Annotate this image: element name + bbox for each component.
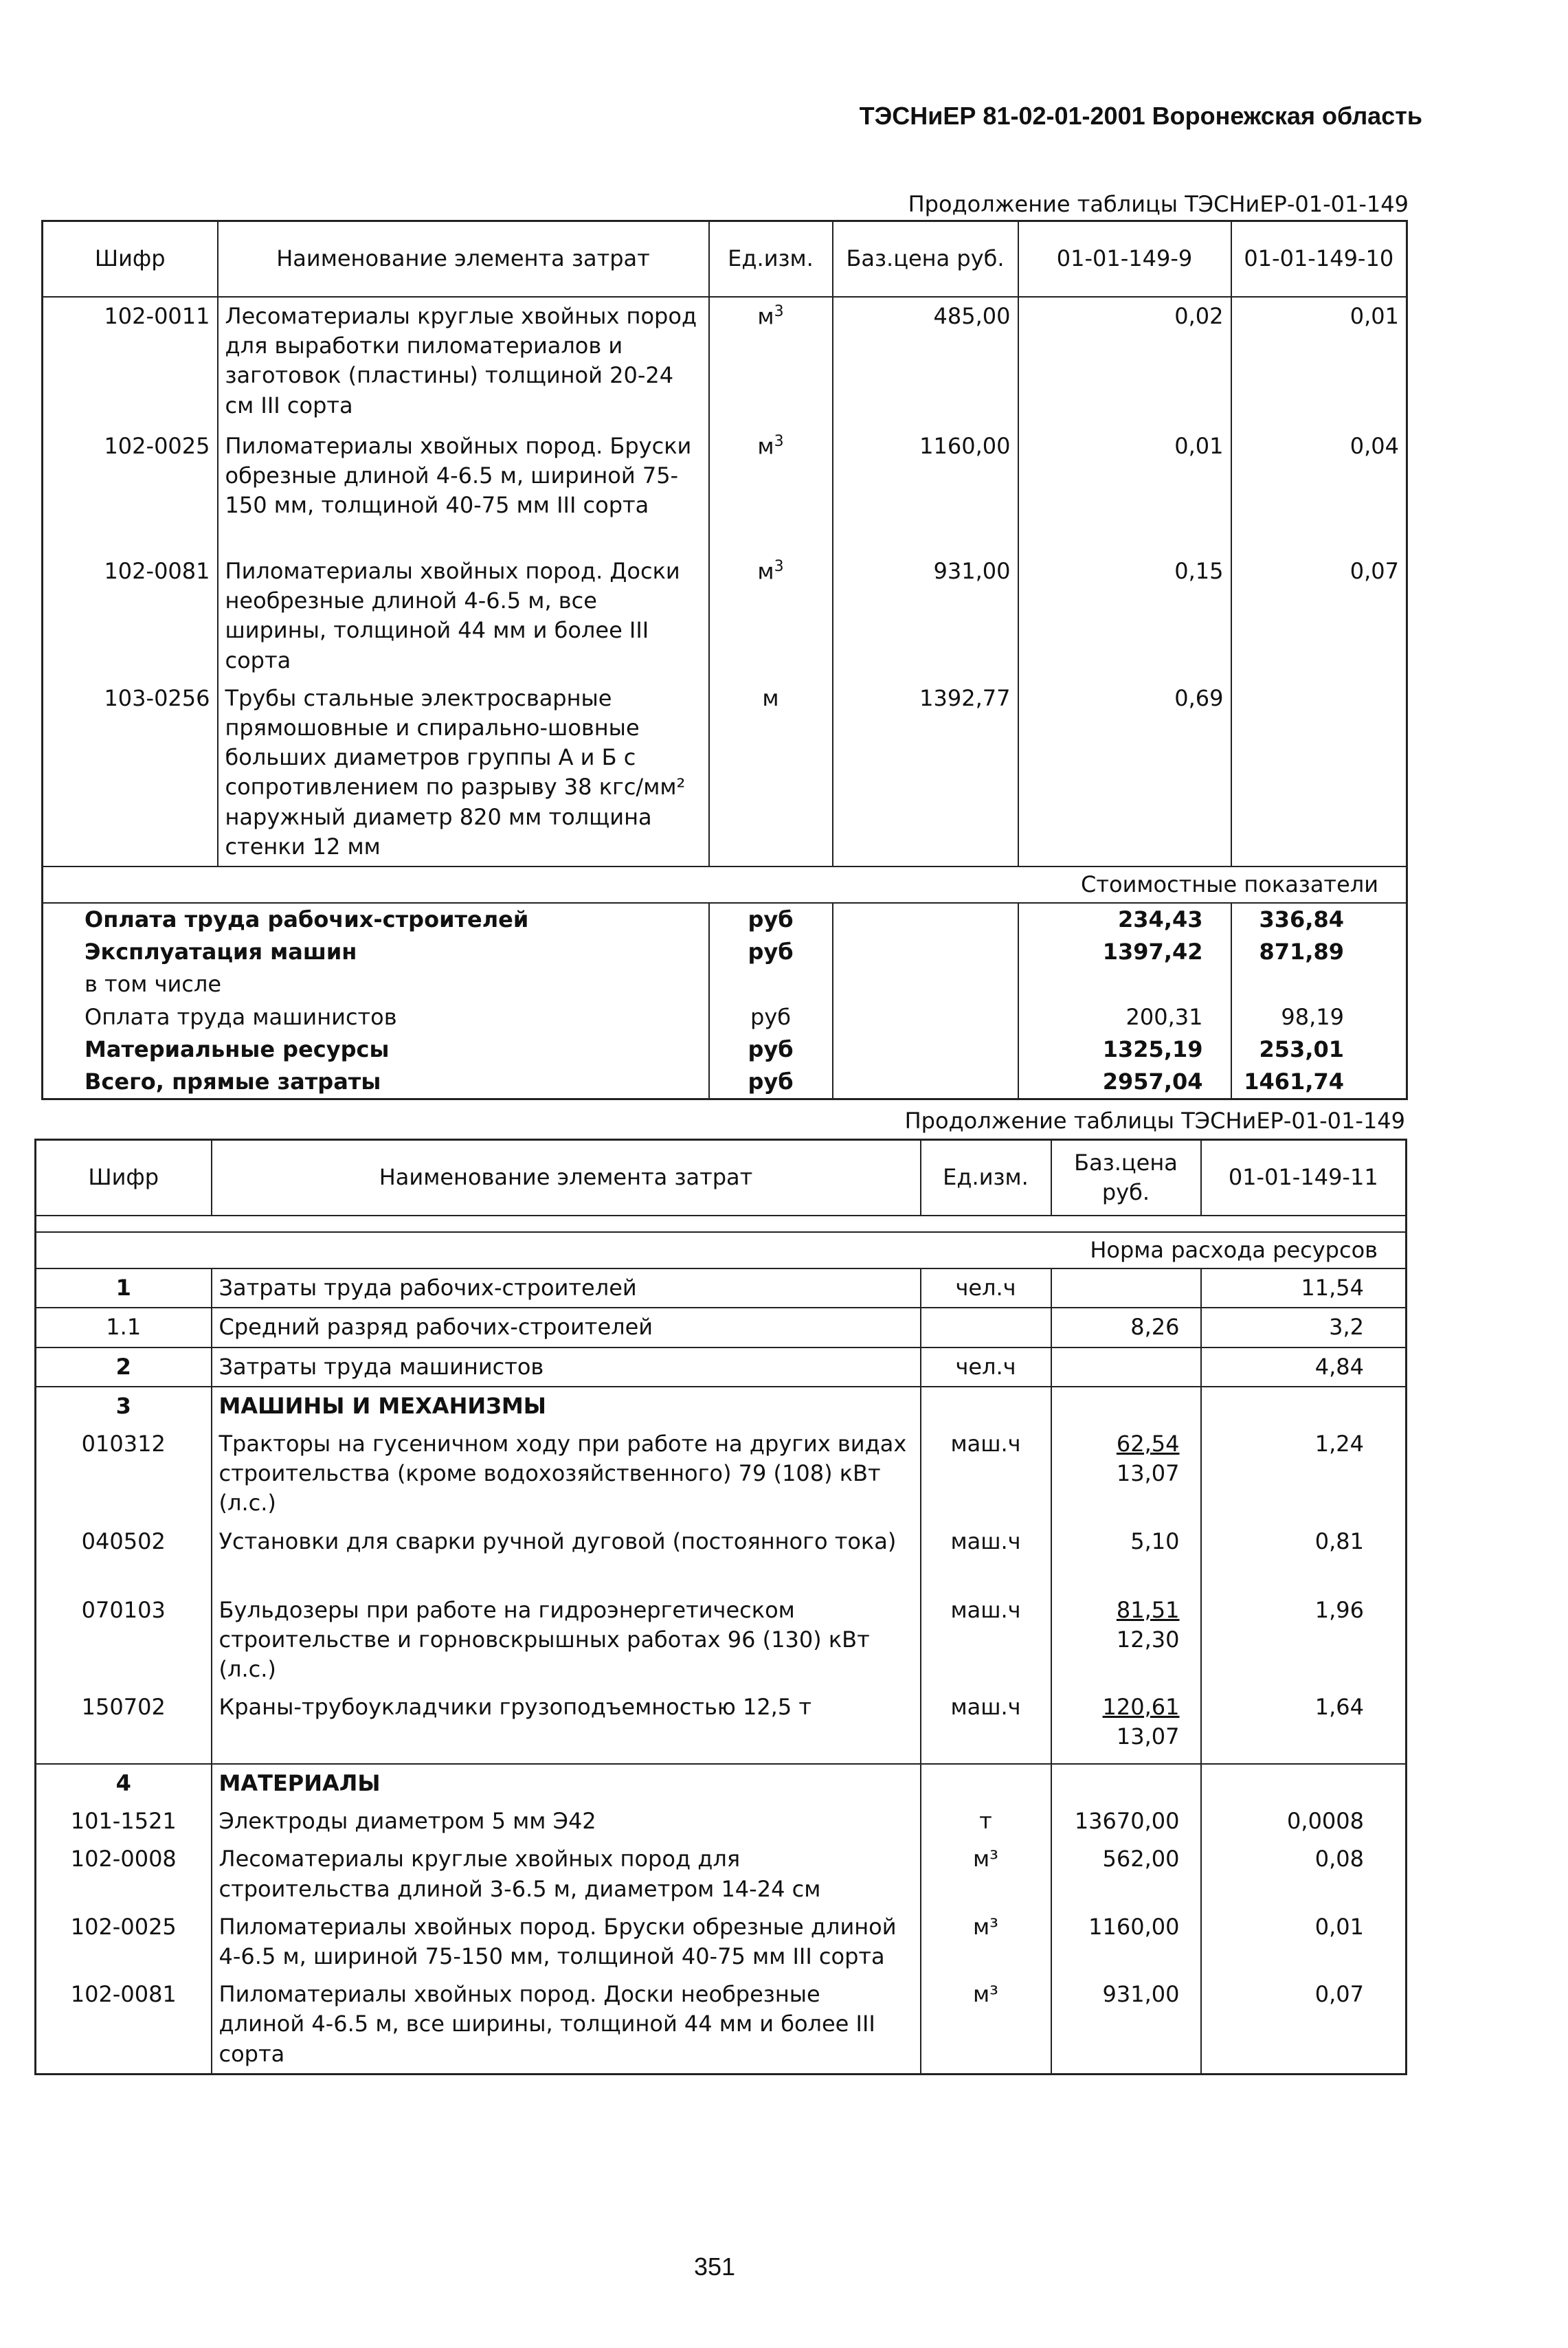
table-row xyxy=(36,1591,1407,1689)
row-name: Лесоматериалы круглые хвойных пород для выработки пиломатериалов и заготовок (пластины) толщиной 20-24 см III сорта xyxy=(218,297,709,427)
table1-col-price: Баз.цена руб. xyxy=(833,221,1018,298)
row-unit: маш.ч xyxy=(921,1425,1051,1523)
cost-value-149-9: 1397,42 xyxy=(1018,936,1231,968)
row-price xyxy=(1051,1308,1201,1347)
row-name: Установки для сварки ручной дуговой (постоянного тока) xyxy=(212,1523,921,1591)
row-price xyxy=(1051,1348,1201,1387)
table2-col-name: Наименование элемента затрат xyxy=(212,1140,921,1216)
table2-col-149-11: 01-01-149-11 xyxy=(1201,1140,1407,1216)
row-unit: чел.ч xyxy=(921,1348,1051,1387)
row-code: 4 xyxy=(36,1764,212,1802)
table-row xyxy=(36,1976,1407,2074)
cost-unit: руб xyxy=(709,1033,833,1066)
table2-col-unit: Ед.изм. xyxy=(921,1140,1051,1216)
row-value-149-9: 0,15 xyxy=(1018,552,1231,680)
cost-empty xyxy=(833,903,1018,936)
row-code: 070103 xyxy=(81,1596,166,1623)
row-code: 102-0008 xyxy=(70,1846,177,1872)
price-machinist-value: 13,07 xyxy=(1116,1460,1180,1487)
cost-empty xyxy=(833,968,1018,1000)
table-row xyxy=(43,680,1407,866)
row-code: 2 xyxy=(36,1348,212,1387)
norm-section-header xyxy=(36,1232,1407,1268)
row-code: 101-1521 xyxy=(70,1808,177,1835)
cost-row xyxy=(43,903,1407,936)
unit-superscript: 3 xyxy=(774,303,784,320)
table1 xyxy=(41,220,1408,1100)
row-name: Пиломатериалы хвойных пород. Бруски обрезные длиной 4-6.5 м, шириной 75-150 мм, толщиной 40-75 мм III сорта xyxy=(212,1908,921,1976)
row-code: 102-0081 xyxy=(70,1981,177,2008)
cost-value-149-10: 336,84 xyxy=(1231,903,1407,936)
cost-value-149-10: 1461,74 xyxy=(1231,1066,1407,1099)
price-machinist-value: 12,30 xyxy=(1116,1626,1180,1653)
price-value: 120,61 xyxy=(1102,1694,1180,1721)
table-row xyxy=(36,1308,1407,1347)
row-value-149-11: 11,54 xyxy=(1201,1268,1407,1308)
row-code: 102-0025 xyxy=(104,433,210,459)
price-value: 931,00 xyxy=(1102,1981,1180,2008)
unit-text: м xyxy=(757,433,774,460)
unit-text: м xyxy=(762,684,779,711)
row-value-149-11: 0,0008 xyxy=(1201,1802,1407,1840)
document-header: ТЭСНиЕР 81-02-01-2001 Воронежская область xyxy=(859,102,1422,130)
price-value: 562,00 xyxy=(1102,1846,1180,1872)
table1-col-name: Наименование элемента затрат xyxy=(218,221,709,298)
row-unit: маш.ч xyxy=(921,1523,1051,1591)
row-code: 1.1 xyxy=(36,1308,212,1347)
cost-value-149-9: 2957,04 xyxy=(1018,1066,1231,1099)
row-name: Бульдозеры при работе на гидроэнергетическом строительстве и горновскрышных работах 96 (130) кВт (л.с.) xyxy=(212,1591,921,1689)
row-price xyxy=(1051,1425,1201,1523)
row-value-149-11: 0,08 xyxy=(1201,1840,1407,1908)
row-name: Пиломатериалы хвойных пород. Бруски обрезные длиной 4-6.5 м, шириной 75-150 мм, толщиной 40-75 мм III сорта xyxy=(218,427,709,552)
cost-empty xyxy=(833,1001,1018,1033)
table-row xyxy=(36,1840,1407,1908)
row-code: 102-0011 xyxy=(104,303,210,329)
table1-col-149-10: 01-01-149-10 xyxy=(1231,221,1407,298)
table-row xyxy=(36,1688,1407,1764)
row-code: 1 xyxy=(36,1268,212,1308)
norm-header-label: Норма расхода ресурсов xyxy=(36,1232,1407,1268)
cost-unit: руб xyxy=(709,1001,833,1033)
cost-unit: руб xyxy=(709,1066,833,1099)
row-name: Затраты труда машинистов xyxy=(212,1348,921,1387)
table-row xyxy=(43,552,1407,680)
cost-empty xyxy=(833,1066,1018,1099)
row-code: 3 xyxy=(36,1387,212,1425)
row-name: Краны-трубоукладчики грузоподъемностью 12,5 т xyxy=(212,1688,921,1764)
row-value-149-10: 0,07 xyxy=(1231,552,1407,680)
row-value-149-10 xyxy=(1231,680,1407,866)
spacer xyxy=(36,1216,1407,1232)
row-price: 1392,77 xyxy=(833,680,1018,866)
row-price xyxy=(1051,1764,1201,1802)
cost-label: Эксплуатация машин xyxy=(85,939,357,965)
row-unit xyxy=(709,427,833,552)
row-name: Тракторы на гусеничном ходу при работе на других видах строительства (кроме водохозяйственного) 79 (108) кВт (л.с.) xyxy=(212,1425,921,1523)
row-price: 485,00 xyxy=(833,297,1018,427)
table-row xyxy=(36,1764,1407,1802)
table1-col-unit: Ед.изм. xyxy=(709,221,833,298)
cost-header-label: Стоимостные показатели xyxy=(43,866,1407,903)
row-name: Лесоматериалы круглые хвойных пород для строительства длиной 3-6.5 м, диаметром 14-24 см xyxy=(212,1840,921,1908)
cost-value-149-10: 253,01 xyxy=(1231,1033,1407,1066)
table-row xyxy=(36,1802,1407,1840)
row-unit: м³ xyxy=(921,1908,1051,1976)
table2-continuation-label: Продолжение таблицы ТЭСНиЕР-01-01-149 xyxy=(904,1108,1405,1134)
row-price xyxy=(1051,1688,1201,1764)
row-unit: м³ xyxy=(921,1976,1051,2074)
unit-superscript: 3 xyxy=(774,433,784,450)
table-row xyxy=(36,1387,1407,1425)
row-value-149-11: 4,84 xyxy=(1201,1348,1407,1387)
table1-continuation-label: Продолжение таблицы ТЭСНиЕР-01-01-149 xyxy=(908,191,1409,217)
table-row xyxy=(36,1523,1407,1591)
cost-label: Оплата труда машинистов xyxy=(85,1003,397,1030)
row-code: 102-0025 xyxy=(70,1913,177,1940)
row-name: МАТЕРИАЛЫ xyxy=(212,1764,921,1802)
cost-unit: руб xyxy=(709,936,833,968)
row-value-149-11: 1,64 xyxy=(1201,1688,1407,1764)
cost-value-149-9: 234,43 xyxy=(1018,903,1231,936)
row-value-149-11 xyxy=(1201,1764,1407,1802)
price-value: 13670,00 xyxy=(1074,1808,1180,1835)
row-value-149-11: 0,01 xyxy=(1201,1908,1407,1976)
row-unit: маш.ч xyxy=(921,1688,1051,1764)
row-name: Трубы стальные электросварные прямошовные и спирально-шовные больших диаметров группы А и Б с сопротивлением по разрыву 38 кгс/мм² наружный диаметр 820 мм толщина стенки 12 мм xyxy=(218,680,709,866)
page-number: 351 xyxy=(694,2252,736,2281)
row-code: 102-0081 xyxy=(104,558,210,584)
row-unit xyxy=(921,1764,1051,1802)
unit-superscript: 3 xyxy=(774,558,784,575)
cost-section-header xyxy=(43,866,1407,903)
row-price xyxy=(1051,1840,1201,1908)
cost-row xyxy=(43,1033,1407,1066)
row-name: Пиломатериалы хвойных пород. Доски необрезные длиной 4-6.5 м, все ширины, толщиной 44 мм и более III сорта xyxy=(212,1976,921,2074)
cost-label: Оплата труда рабочих-строителей xyxy=(85,906,529,933)
price-value: 81,51 xyxy=(1116,1596,1180,1623)
row-unit xyxy=(921,1387,1051,1425)
spacer-row xyxy=(36,1216,1407,1232)
cost-unit xyxy=(709,968,833,1000)
table2-header-row xyxy=(36,1140,1407,1216)
row-unit: т xyxy=(921,1802,1051,1840)
row-value-149-11 xyxy=(1201,1387,1407,1425)
row-name: Средний разряд рабочих-строителей xyxy=(212,1308,921,1347)
row-value-149-11: 1,24 xyxy=(1201,1425,1407,1523)
row-value-149-11: 0,81 xyxy=(1201,1523,1407,1591)
price-value: 5,10 xyxy=(1130,1528,1180,1554)
row-unit xyxy=(709,680,833,866)
price-value: 8,26 xyxy=(1130,1314,1180,1341)
row-price: 931,00 xyxy=(833,552,1018,680)
row-value-149-10: 0,01 xyxy=(1231,297,1407,427)
cost-label: в том числе xyxy=(85,971,221,998)
row-price xyxy=(1051,1802,1201,1840)
table-row xyxy=(36,1425,1407,1523)
table-row xyxy=(43,427,1407,552)
cost-row xyxy=(43,1066,1407,1099)
cost-unit: руб xyxy=(709,903,833,936)
table-row xyxy=(36,1268,1407,1308)
cost-value-149-10: 871,89 xyxy=(1231,936,1407,968)
row-unit xyxy=(709,297,833,427)
row-price: 1160,00 xyxy=(833,427,1018,552)
row-price xyxy=(1051,1976,1201,2074)
row-unit xyxy=(709,552,833,680)
cost-value-149-10 xyxy=(1231,968,1407,1000)
row-name: МАШИНЫ И МЕХАНИЗМЫ xyxy=(212,1387,921,1425)
row-price xyxy=(1051,1591,1201,1689)
row-unit: м³ xyxy=(921,1840,1051,1908)
row-value-149-10: 0,04 xyxy=(1231,427,1407,552)
price-machinist-value: 13,07 xyxy=(1116,1723,1180,1750)
row-value-149-11: 3,2 xyxy=(1201,1308,1407,1347)
cost-label: Всего, прямые затраты xyxy=(85,1069,381,1095)
cost-value-149-10: 98,19 xyxy=(1231,1001,1407,1033)
unit-text: м xyxy=(757,303,774,330)
row-price xyxy=(1051,1523,1201,1591)
row-price xyxy=(1051,1268,1201,1308)
table-row xyxy=(43,297,1407,427)
table-row xyxy=(36,1348,1407,1387)
price-value: 1160,00 xyxy=(1088,1913,1180,1940)
row-value-149-11: 1,96 xyxy=(1201,1591,1407,1689)
row-code: 103-0256 xyxy=(104,684,210,711)
row-unit xyxy=(921,1308,1051,1347)
cost-label: Материальные ресурсы xyxy=(85,1036,390,1062)
row-name: Пиломатериалы хвойных пород. Доски необрезные длиной 4-6.5 м, все ширины, толщиной 44 мм и более III сорта xyxy=(218,552,709,680)
cost-value-149-9: 200,31 xyxy=(1018,1001,1231,1033)
row-name: Электроды диаметром 5 мм Э42 xyxy=(212,1802,921,1840)
table-row xyxy=(36,1908,1407,1976)
cost-row xyxy=(43,968,1407,1000)
table1-col-code: Шифр xyxy=(43,221,218,298)
row-code: 040502 xyxy=(81,1528,166,1554)
unit-text: м xyxy=(757,558,774,585)
row-code: 010312 xyxy=(81,1430,166,1457)
table2-col-price: Баз.цена руб. xyxy=(1051,1140,1201,1216)
row-value-149-11: 0,07 xyxy=(1201,1976,1407,2074)
row-price xyxy=(1051,1908,1201,1976)
cost-empty xyxy=(833,1033,1018,1066)
row-value-149-9: 0,02 xyxy=(1018,297,1231,427)
table2-col-code: Шифр xyxy=(36,1140,212,1216)
cost-empty xyxy=(833,936,1018,968)
table1-header-row xyxy=(43,221,1407,298)
table1-col-149-9: 01-01-149-9 xyxy=(1018,221,1231,298)
cost-row xyxy=(43,1001,1407,1033)
cost-value-149-9: 1325,19 xyxy=(1018,1033,1231,1066)
table2 xyxy=(34,1139,1407,2075)
row-unit: чел.ч xyxy=(921,1268,1051,1308)
cost-row xyxy=(43,936,1407,968)
row-unit: маш.ч xyxy=(921,1591,1051,1689)
row-value-149-9: 0,69 xyxy=(1018,680,1231,866)
row-name: Затраты труда рабочих-строителей xyxy=(212,1268,921,1308)
price-value: 62,54 xyxy=(1116,1430,1180,1457)
row-value-149-9: 0,01 xyxy=(1018,427,1231,552)
row-code: 150702 xyxy=(81,1694,166,1721)
row-price xyxy=(1051,1387,1201,1425)
cost-value-149-9 xyxy=(1018,968,1231,1000)
